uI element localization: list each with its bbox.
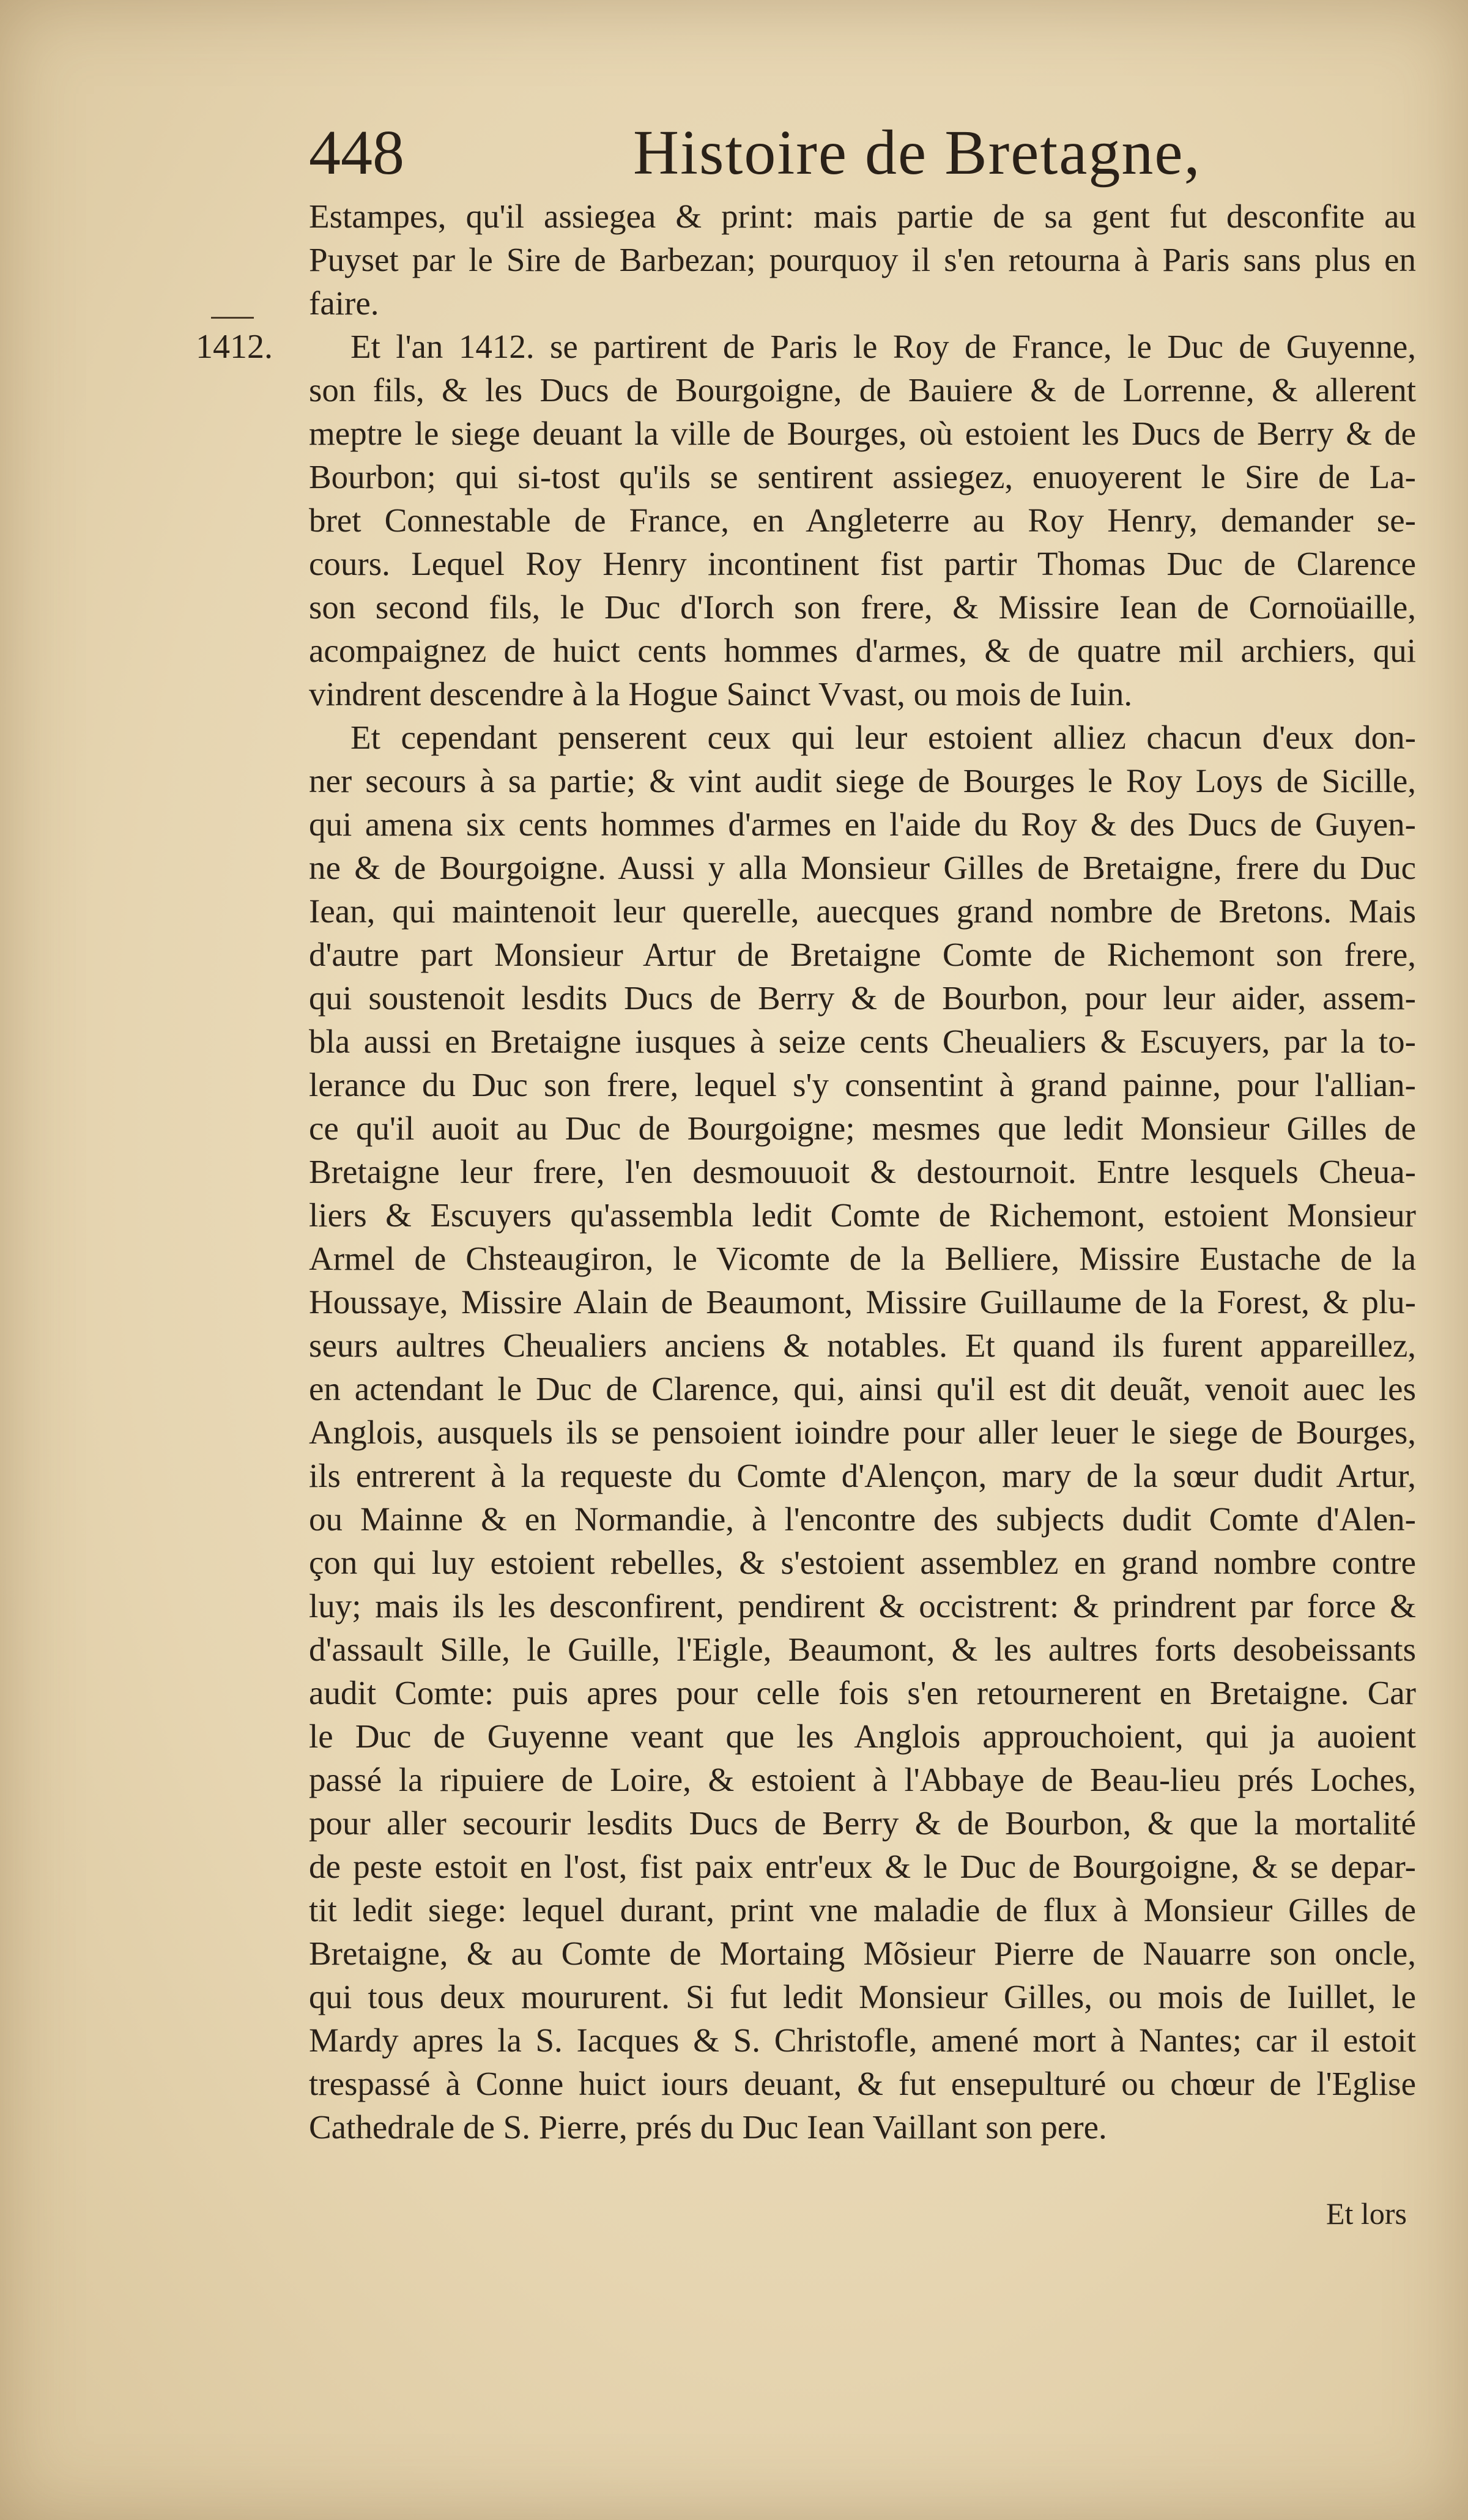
text-line: Bourbon; qui si-tost qu'ils se sentirent assiegez, enuoyerent le Sire de La- — [309, 458, 1416, 495]
text-line: Mardy apres la S. Iacques & S. Christofle, amené mort à Nantes; car il estoit — [309, 2022, 1416, 2059]
text-line: tit ledit siege: lequel durant, print vne maladie de flux à Monsieur Gilles de — [309, 1891, 1416, 1929]
text-line: pour aller secourir lesdits Ducs de Berry & de Bourbon, & que la mortalité — [309, 1804, 1416, 1842]
text-line: d'assault Sille, le Guille, l'Eigle, Beaumont, & les aultres forts desobeissants — [309, 1631, 1416, 1668]
text-line: seurs aultres Cheualiers anciens & notables. Et quand ils furent appareillez, — [309, 1327, 1416, 1364]
text-line: Et cependant penserent ceux qui leur estoient alliez chacun d'eux don- — [350, 719, 1416, 756]
text-line: liers & Escuyers qu'assembla ledit Comte de Richemont, estoient Monsieur — [309, 1196, 1416, 1234]
text-line: acompaignez de huict cents hommes d'armes, & de quatre mil archiers, qui — [309, 632, 1416, 669]
text-line: lerance du Duc son frere, lequel s'y consentint à grand painne, pour l'allian- — [309, 1066, 1416, 1103]
text-line: faire. — [309, 284, 379, 322]
text-line: qui amena six cents hommes d'armes en l'aide du Roy & des Ducs de Guyen- — [309, 806, 1416, 843]
text-line: de peste estoit en l'ost, fist paix entr'eux & le Duc de Bourgoigne, & se depar- — [309, 1848, 1416, 1885]
text-line: en actendant le Duc de Clarence, qui, ainsi qu'il est dit deuãt, venoit auec les — [309, 1370, 1416, 1407]
running-title: Histoire de Bretagne, — [633, 117, 1201, 188]
text-line: bla aussi en Bretaigne iusques à seize cents Cheualiers & Escuyers, par la to- — [309, 1023, 1416, 1060]
text-line: Puyset par le Sire de Barbezan; pourquoy il s'en retourna à Paris sans plus en — [309, 241, 1416, 278]
text-line: bret Connestable de France, en Angleterre au Roy Henry, demander se- — [309, 502, 1416, 539]
text-line: Anglois, ausquels ils se pensoient ioindre pour aller leuer le siege de Bourges, — [309, 1414, 1416, 1451]
text-line: ou Mainne & en Normandie, à l'encontre des subjects dudit Comte d'Alen- — [309, 1500, 1416, 1538]
text-line: ce qu'il auoit au Duc de Bourgoigne; mesmes que ledit Monsieur Gilles de — [309, 1110, 1416, 1147]
text-line: Iean, qui maintenoit leur querelle, auecques grand nombre de Bretons. Mais — [309, 892, 1416, 930]
text-line: son fils, & les Ducs de Bourgoigne, de Bauiere & de Lorrenne, & allerent — [309, 371, 1416, 409]
text-line: passé la ripuiere de Loire, & estoient à l'Abbaye de Beau-lieu prés Loches, — [309, 1761, 1416, 1798]
text-line: Bretaigne leur frere, l'en desmouuoit & destournoit. Entre lesquels Cheua- — [309, 1153, 1416, 1190]
text-line: cours. Lequel Roy Henry incontinent fist partir Thomas Duc de Clarence — [309, 545, 1416, 582]
margin-note-year: 1412. — [196, 328, 273, 366]
text-line: Et l'an 1412. se partirent de Paris le Roy de France, le Duc de Guyenne, — [350, 328, 1416, 365]
page-number: 448 — [309, 117, 404, 188]
text-line: d'autre part Monsieur Artur de Bretaigne Comte de Richemont son frere, — [309, 936, 1416, 973]
text-line: ne & de Bourgoigne. Aussi y alla Monsieur Gilles de Bretaigne, frere du Duc — [309, 849, 1416, 886]
margin-rule — [211, 317, 254, 319]
text-line: Armel de Chsteaugiron, le Vicomte de la Belliere, Missire Eustache de la — [309, 1240, 1416, 1277]
catchword: Et lors — [1326, 2196, 1407, 2231]
text-line: le Duc de Guyenne veant que les Anglois approuchoient, qui ja auoient — [309, 1718, 1416, 1755]
text-line: Bretaigne, & au Comte de Mortaing Mõsieur Pierre de Nauarre son oncle, — [309, 1935, 1416, 1972]
body-text — [309, 195, 1416, 2149]
text-line: Houssaye, Missire Alain de Beaumont, Missire Guillaume de la Forest, & plu- — [309, 1283, 1416, 1321]
page-header — [309, 116, 1428, 190]
text-line: Estampes, qu'il assiegea & print: mais partie de sa gent fut desconfite au — [309, 198, 1416, 235]
text-line: luy; mais ils les desconfirent, pendirent & occistrent: & prindrent par force & — [309, 1587, 1416, 1625]
text-line: ils entrerent à la requeste du Comte d'Alençon, mary de la sœur dudit Artur, — [309, 1457, 1416, 1494]
text-line: audit Comte: puis apres pour celle fois s'en retournerent en Bretaigne. Car — [309, 1674, 1416, 1711]
text-line: meptre le siege deuant la ville de Bourges, où estoient les Ducs de Berry & de — [309, 415, 1416, 452]
text-line: çon qui luy estoient rebelles, & s'estoient assemblez en grand nombre contre — [309, 1544, 1416, 1581]
text-line: son second fils, le Duc d'Iorch son frere, & Missire Iean de Cornoüaille, — [309, 588, 1416, 626]
text-line: vindrent descendre à la Hogue Sainct Vvast, ou mois de Iuin. — [309, 675, 1133, 713]
text-line: trespassé à Conne huict iours deuant, & fut ensepulturé ou chœur de l'Eglise — [309, 2065, 1416, 2102]
text-line: ner secours à sa partie; & vint audit siege de Bourges le Roy Loys de Sicille, — [309, 762, 1416, 799]
text-line: qui soustenoit lesdits Ducs de Berry & de Bourbon, pour leur aider, assem- — [309, 979, 1416, 1017]
text-line: Cathedrale de S. Pierre, prés du Duc Iean Vaillant son pere. — [309, 2108, 1107, 2146]
text-line: qui tous deux moururent. Si fut ledit Monsieur Gilles, ou mois de Iuillet, le — [309, 1978, 1416, 2015]
